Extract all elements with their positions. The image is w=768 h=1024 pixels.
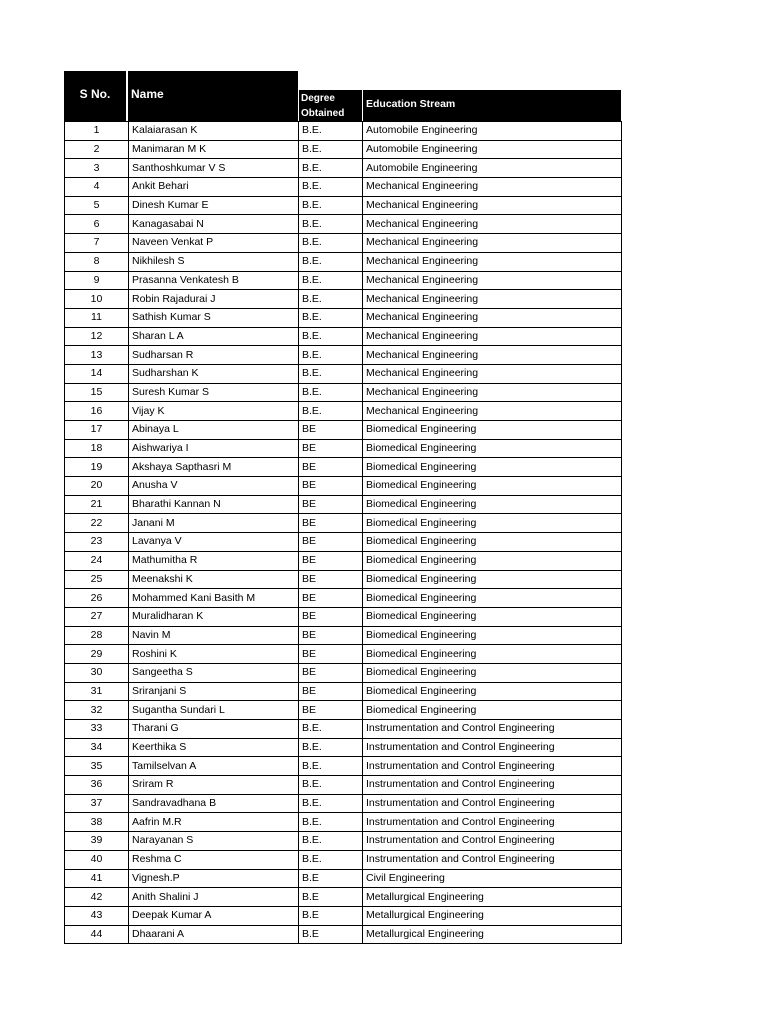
cell-name: Sudharsan R xyxy=(129,346,299,365)
cell-degree: B.E. xyxy=(299,832,363,851)
cell-stream: Automobile Engineering xyxy=(363,122,622,141)
cell-sno: 3 xyxy=(65,159,129,178)
cell-stream: Mechanical Engineering xyxy=(363,215,622,234)
cell-sno: 34 xyxy=(65,738,129,757)
cell-name: Ankit Behari xyxy=(129,178,299,197)
cell-name: Sandravadhana B xyxy=(129,794,299,813)
cell-sno: 2 xyxy=(65,140,129,159)
cell-stream: Mechanical Engineering xyxy=(363,271,622,290)
cell-name: Bharathi Kannan N xyxy=(129,495,299,514)
cell-sno: 28 xyxy=(65,626,129,645)
cell-degree: B.E. xyxy=(299,122,363,141)
cell-degree: B.E xyxy=(299,925,363,944)
table-row xyxy=(65,290,622,309)
table-header xyxy=(64,71,621,121)
cell-stream: Biomedical Engineering xyxy=(363,421,622,440)
cell-degree: B.E. xyxy=(299,140,363,159)
cell-degree: BE xyxy=(299,514,363,533)
cell-name: Muralidharan K xyxy=(129,607,299,626)
table-row xyxy=(65,813,622,832)
student-table xyxy=(64,71,621,944)
cell-sno: 15 xyxy=(65,383,129,402)
cell-sno: 36 xyxy=(65,776,129,795)
cell-degree: BE xyxy=(299,682,363,701)
cell-stream: Mechanical Engineering xyxy=(363,327,622,346)
table-row xyxy=(65,645,622,664)
cell-degree: BE xyxy=(299,701,363,720)
cell-degree: B.E. xyxy=(299,720,363,739)
cell-sno: 11 xyxy=(65,308,129,327)
cell-stream: Metallurgical Engineering xyxy=(363,906,622,925)
cell-sno: 38 xyxy=(65,813,129,832)
table-row xyxy=(65,122,622,141)
cell-stream: Automobile Engineering xyxy=(363,140,622,159)
cell-stream: Instrumentation and Control Engineering xyxy=(363,757,622,776)
table-row xyxy=(65,271,622,290)
cell-stream: Instrumentation and Control Engineering xyxy=(363,850,622,869)
table-row xyxy=(65,196,622,215)
cell-name: Abinaya L xyxy=(129,421,299,440)
cell-degree: B.E. xyxy=(299,850,363,869)
cell-sno: 7 xyxy=(65,234,129,253)
table-row xyxy=(65,477,622,496)
cell-stream: Mechanical Engineering xyxy=(363,196,622,215)
cell-degree: B.E. xyxy=(299,178,363,197)
table-row xyxy=(65,215,622,234)
table-row xyxy=(65,308,622,327)
cell-stream: Instrumentation and Control Engineering xyxy=(363,738,622,757)
cell-sno: 12 xyxy=(65,327,129,346)
cell-name: Manimaran M K xyxy=(129,140,299,159)
table-row xyxy=(65,682,622,701)
cell-name: Sudharshan K xyxy=(129,364,299,383)
cell-sno: 10 xyxy=(65,290,129,309)
cell-name: Kalaiarasan K xyxy=(129,122,299,141)
table-row xyxy=(65,738,622,757)
cell-name: Vignesh.P xyxy=(129,869,299,888)
cell-degree: BE xyxy=(299,551,363,570)
table-row xyxy=(65,514,622,533)
cell-name: Aafrin M.R xyxy=(129,813,299,832)
cell-stream: Biomedical Engineering xyxy=(363,495,622,514)
cell-name: Aishwariya I xyxy=(129,439,299,458)
table-row xyxy=(65,720,622,739)
cell-degree: B.E. xyxy=(299,159,363,178)
cell-stream: Mechanical Engineering xyxy=(363,252,622,271)
cell-degree: B.E. xyxy=(299,813,363,832)
cell-sno: 41 xyxy=(65,869,129,888)
cell-name: Suresh Kumar S xyxy=(129,383,299,402)
cell-stream: Instrumentation and Control Engineering xyxy=(363,832,622,851)
cell-name: Lavanya V xyxy=(129,533,299,552)
cell-degree: BE xyxy=(299,495,363,514)
cell-name: Meenakshi K xyxy=(129,570,299,589)
cell-stream: Metallurgical Engineering xyxy=(363,925,622,944)
cell-degree: B.E. xyxy=(299,308,363,327)
table-row xyxy=(65,551,622,570)
cell-sno: 6 xyxy=(65,215,129,234)
cell-sno: 32 xyxy=(65,701,129,720)
cell-name: Tamilselvan A xyxy=(129,757,299,776)
table-row xyxy=(65,589,622,608)
cell-name: Sathish Kumar S xyxy=(129,308,299,327)
table-row xyxy=(65,495,622,514)
cell-stream: Mechanical Engineering xyxy=(363,308,622,327)
cell-degree: B.E. xyxy=(299,215,363,234)
cell-stream: Biomedical Engineering xyxy=(363,607,622,626)
cell-stream: Instrumentation and Control Engineering xyxy=(363,776,622,795)
cell-degree: B.E. xyxy=(299,252,363,271)
table-row xyxy=(65,663,622,682)
table-row xyxy=(65,888,622,907)
cell-degree: BE xyxy=(299,663,363,682)
cell-stream: Biomedical Engineering xyxy=(363,551,622,570)
cell-stream: Instrumentation and Control Engineering xyxy=(363,720,622,739)
table-row xyxy=(65,869,622,888)
cell-name: Tharani G xyxy=(129,720,299,739)
cell-degree: B.E. xyxy=(299,234,363,253)
cell-name: Mathumitha R xyxy=(129,551,299,570)
table-row xyxy=(65,159,622,178)
cell-stream: Biomedical Engineering xyxy=(363,626,622,645)
cell-degree: BE xyxy=(299,439,363,458)
cell-name: Sugantha Sundari L xyxy=(129,701,299,720)
cell-sno: 24 xyxy=(65,551,129,570)
cell-name: Sriranjani S xyxy=(129,682,299,701)
cell-stream: Biomedical Engineering xyxy=(363,570,622,589)
cell-degree: B.E xyxy=(299,888,363,907)
cell-name: Robin Rajadurai J xyxy=(129,290,299,309)
table-row xyxy=(65,607,622,626)
cell-name: Navin M xyxy=(129,626,299,645)
cell-degree: BE xyxy=(299,607,363,626)
table-row xyxy=(65,925,622,944)
table-row xyxy=(65,533,622,552)
cell-degree: B.E. xyxy=(299,327,363,346)
header-sno: S No. xyxy=(64,71,127,121)
cell-sno: 33 xyxy=(65,720,129,739)
header-stream: Education Stream xyxy=(362,90,621,121)
cell-name: Deepak Kumar A xyxy=(129,906,299,925)
cell-sno: 4 xyxy=(65,178,129,197)
table-row xyxy=(65,439,622,458)
cell-stream: Mechanical Engineering xyxy=(363,234,622,253)
cell-stream: Mechanical Engineering xyxy=(363,346,622,365)
cell-name: Janani M xyxy=(129,514,299,533)
cell-stream: Instrumentation and Control Engineering xyxy=(363,813,622,832)
cell-stream: Biomedical Engineering xyxy=(363,645,622,664)
cell-stream: Biomedical Engineering xyxy=(363,701,622,720)
cell-name: Anusha V xyxy=(129,477,299,496)
cell-sno: 31 xyxy=(65,682,129,701)
cell-stream: Automobile Engineering xyxy=(363,159,622,178)
cell-name: Santhoshkumar V S xyxy=(129,159,299,178)
table-row xyxy=(65,701,622,720)
cell-degree: B.E xyxy=(299,869,363,888)
cell-stream: Biomedical Engineering xyxy=(363,458,622,477)
cell-degree: B.E. xyxy=(299,196,363,215)
cell-sno: 14 xyxy=(65,364,129,383)
cell-stream: Biomedical Engineering xyxy=(363,514,622,533)
header-degree-line2: Obtained xyxy=(301,108,345,119)
cell-degree: B.E xyxy=(299,906,363,925)
cell-name: Mohammed Kani Basith M xyxy=(129,589,299,608)
cell-degree: BE xyxy=(299,533,363,552)
table-row xyxy=(65,178,622,197)
table-row xyxy=(65,346,622,365)
cell-stream: Instrumentation and Control Engineering xyxy=(363,794,622,813)
cell-name: Naveen Venkat P xyxy=(129,234,299,253)
cell-stream: Biomedical Engineering xyxy=(363,439,622,458)
cell-sno: 8 xyxy=(65,252,129,271)
cell-stream: Biomedical Engineering xyxy=(363,533,622,552)
cell-sno: 9 xyxy=(65,271,129,290)
table-row xyxy=(65,327,622,346)
table-row xyxy=(65,832,622,851)
cell-sno: 13 xyxy=(65,346,129,365)
cell-stream: Mechanical Engineering xyxy=(363,290,622,309)
cell-sno: 37 xyxy=(65,794,129,813)
cell-name: Roshini K xyxy=(129,645,299,664)
cell-degree: B.E. xyxy=(299,364,363,383)
cell-name: Kanagasabai N xyxy=(129,215,299,234)
cell-stream: Mechanical Engineering xyxy=(363,383,622,402)
cell-sno: 40 xyxy=(65,850,129,869)
table-row xyxy=(65,570,622,589)
cell-sno: 20 xyxy=(65,477,129,496)
cell-sno: 26 xyxy=(65,589,129,608)
cell-degree: BE xyxy=(299,458,363,477)
cell-sno: 19 xyxy=(65,458,129,477)
table-row xyxy=(65,776,622,795)
cell-stream: Mechanical Engineering xyxy=(363,402,622,421)
cell-name: Narayanan S xyxy=(129,832,299,851)
cell-sno: 21 xyxy=(65,495,129,514)
cell-stream: Biomedical Engineering xyxy=(363,682,622,701)
table-row xyxy=(65,850,622,869)
cell-name: Anith Shalini J xyxy=(129,888,299,907)
cell-name: Keerthika S xyxy=(129,738,299,757)
table-row xyxy=(65,794,622,813)
cell-sno: 35 xyxy=(65,757,129,776)
cell-sno: 1 xyxy=(65,122,129,141)
cell-sno: 44 xyxy=(65,925,129,944)
table-row xyxy=(65,252,622,271)
cell-stream: Biomedical Engineering xyxy=(363,663,622,682)
cell-sno: 18 xyxy=(65,439,129,458)
header-degree-line1: Degree xyxy=(301,93,335,104)
cell-degree: B.E. xyxy=(299,794,363,813)
cell-name: Dinesh Kumar E xyxy=(129,196,299,215)
table-row xyxy=(65,383,622,402)
table-row xyxy=(65,421,622,440)
cell-name: Sriram R xyxy=(129,776,299,795)
cell-degree: B.E. xyxy=(299,346,363,365)
cell-sno: 43 xyxy=(65,906,129,925)
table-row xyxy=(65,757,622,776)
cell-degree: B.E. xyxy=(299,290,363,309)
cell-sno: 39 xyxy=(65,832,129,851)
cell-degree: B.E. xyxy=(299,738,363,757)
table-row xyxy=(65,140,622,159)
cell-sno: 17 xyxy=(65,421,129,440)
cell-degree: B.E. xyxy=(299,271,363,290)
cell-degree: B.E. xyxy=(299,383,363,402)
table-row xyxy=(65,364,622,383)
cell-sno: 29 xyxy=(65,645,129,664)
cell-stream: Mechanical Engineering xyxy=(363,364,622,383)
cell-degree: BE xyxy=(299,421,363,440)
cell-degree: BE xyxy=(299,477,363,496)
cell-degree: BE xyxy=(299,626,363,645)
cell-stream: Biomedical Engineering xyxy=(363,589,622,608)
cell-name: Dhaarani A xyxy=(129,925,299,944)
header-name: Name xyxy=(128,71,298,121)
cell-sno: 16 xyxy=(65,402,129,421)
table-row xyxy=(65,458,622,477)
cell-sno: 23 xyxy=(65,533,129,552)
cell-sno: 30 xyxy=(65,663,129,682)
header-degree xyxy=(298,90,362,121)
cell-degree: B.E. xyxy=(299,757,363,776)
cell-sno: 5 xyxy=(65,196,129,215)
cell-degree: B.E. xyxy=(299,402,363,421)
cell-sno: 22 xyxy=(65,514,129,533)
cell-sno: 42 xyxy=(65,888,129,907)
cell-sno: 25 xyxy=(65,570,129,589)
cell-name: Sharan L A xyxy=(129,327,299,346)
cell-name: Nikhilesh S xyxy=(129,252,299,271)
table-row xyxy=(65,234,622,253)
cell-stream: Biomedical Engineering xyxy=(363,477,622,496)
cell-degree: BE xyxy=(299,589,363,608)
table-row xyxy=(65,626,622,645)
cell-name: Akshaya Sapthasri M xyxy=(129,458,299,477)
cell-degree: BE xyxy=(299,645,363,664)
cell-stream: Mechanical Engineering xyxy=(363,178,622,197)
table-row xyxy=(65,906,622,925)
cell-name: Reshma C xyxy=(129,850,299,869)
cell-name: Prasanna Venkatesh B xyxy=(129,271,299,290)
cell-stream: Civil Engineering xyxy=(363,869,622,888)
table-body xyxy=(64,121,622,944)
cell-degree: B.E. xyxy=(299,776,363,795)
cell-sno: 27 xyxy=(65,607,129,626)
cell-stream: Metallurgical Engineering xyxy=(363,888,622,907)
cell-degree: BE xyxy=(299,570,363,589)
cell-name: Sangeetha S xyxy=(129,663,299,682)
cell-name: Vijay K xyxy=(129,402,299,421)
table-row xyxy=(65,402,622,421)
